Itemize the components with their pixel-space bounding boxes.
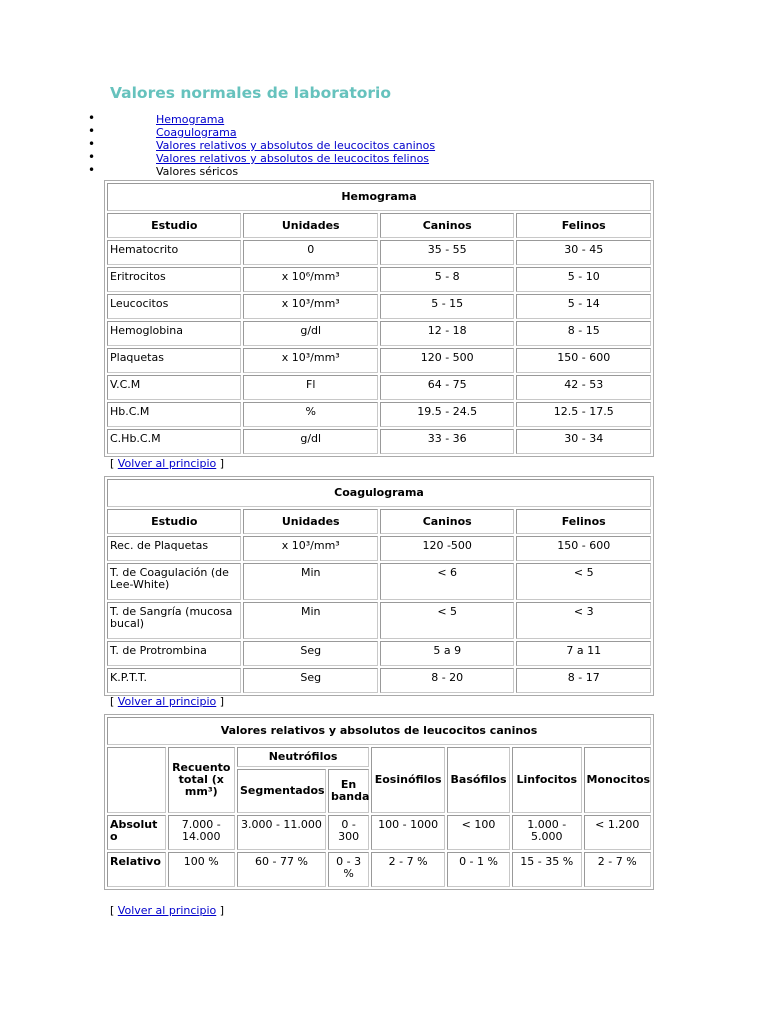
cell: 8 - 17 bbox=[516, 668, 651, 693]
table-row bbox=[107, 602, 651, 639]
cell: Fl bbox=[243, 375, 377, 400]
row-header: Absoluto bbox=[107, 815, 166, 850]
cell: 0 bbox=[243, 240, 377, 265]
cell: Eritrocitos bbox=[107, 267, 241, 292]
cell: T. de Sangría (mucosa bucal) bbox=[107, 602, 241, 639]
cell: 2 - 7 % bbox=[371, 852, 445, 887]
cell: Seg bbox=[243, 668, 377, 693]
column-header: Felinos bbox=[516, 213, 651, 238]
cell: x 10⁶/mm³ bbox=[243, 267, 377, 292]
toc-link-coagulograma[interactable]: Coagulograma bbox=[156, 126, 237, 139]
bullet-icon: • bbox=[88, 111, 96, 125]
cell: T. de Protrombina bbox=[107, 641, 241, 666]
cell: C.Hb.C.M bbox=[107, 429, 241, 454]
back-to-top-link[interactable]: Volver al principio bbox=[117, 904, 217, 917]
table-row bbox=[107, 375, 651, 400]
cell: 150 - 600 bbox=[516, 536, 651, 561]
cell: Hb.C.M bbox=[107, 402, 241, 427]
bracket-open: [ bbox=[110, 457, 118, 470]
bracket-close: ] bbox=[216, 904, 225, 917]
cell: 15 - 35 % bbox=[512, 852, 581, 887]
table-row bbox=[107, 815, 651, 850]
bracket-open: [ bbox=[110, 695, 118, 708]
cell: Seg bbox=[243, 641, 377, 666]
column-header: En banda bbox=[328, 769, 369, 813]
cell: 0 - 1 % bbox=[447, 852, 510, 887]
cell: Plaquetas bbox=[107, 348, 241, 373]
bracket-close: ] bbox=[216, 695, 225, 708]
cell: 5 - 15 bbox=[380, 294, 514, 319]
cell: Hemoglobina bbox=[107, 321, 241, 346]
cell: 30 - 45 bbox=[516, 240, 651, 265]
cell: K.P.T.T. bbox=[107, 668, 241, 693]
table-row bbox=[107, 294, 651, 319]
table-row bbox=[107, 563, 651, 600]
table-row bbox=[107, 641, 651, 666]
cell: 3.000 - 11.000 bbox=[237, 815, 326, 850]
column-header: Estudio bbox=[107, 213, 241, 238]
cell: 60 - 77 % bbox=[237, 852, 326, 887]
cell: 120 - 500 bbox=[380, 348, 514, 373]
column-header: Basófilos bbox=[447, 747, 510, 813]
cell: Leucocitos bbox=[107, 294, 241, 319]
back-to-top bbox=[110, 904, 224, 917]
table-row bbox=[107, 668, 651, 693]
table-row bbox=[107, 852, 651, 887]
cell: < 5 bbox=[380, 602, 514, 639]
toc-link-leucocitos-felinos[interactable]: Valores relativos y absolutos de leucocitos felinos bbox=[156, 152, 430, 165]
bracket-open: [ bbox=[110, 904, 118, 917]
toc-link-leucocitos-caninos[interactable]: Valores relativos y absolutos de leucocitos caninos bbox=[156, 139, 436, 152]
table-row bbox=[107, 267, 651, 292]
cell: < 1.200 bbox=[584, 815, 652, 850]
cell: Hematocrito bbox=[107, 240, 241, 265]
cell: 7 a 11 bbox=[516, 641, 651, 666]
bullet-icon: • bbox=[88, 163, 96, 177]
cell: g/dl bbox=[243, 429, 377, 454]
cell: 42 - 53 bbox=[516, 375, 651, 400]
hemograma-table bbox=[104, 180, 654, 457]
cell: 5 a 9 bbox=[380, 641, 514, 666]
back-to-top bbox=[110, 457, 224, 470]
back-to-top-link[interactable]: Volver al principio bbox=[117, 457, 217, 470]
cell: 100 - 1000 bbox=[371, 815, 445, 850]
cell: 64 - 75 bbox=[380, 375, 514, 400]
back-to-top-link[interactable]: Volver al principio bbox=[117, 695, 217, 708]
table-caption: Valores relativos y absolutos de leucocitos caninos bbox=[107, 717, 651, 745]
cell: 2 - 7 % bbox=[584, 852, 652, 887]
bullet-icon: • bbox=[88, 150, 96, 164]
cell: < 100 bbox=[447, 815, 510, 850]
column-header: Linfocitos bbox=[512, 747, 581, 813]
table-row bbox=[107, 402, 651, 427]
column-header: Eosinófilos bbox=[371, 747, 445, 813]
cell: 19.5 - 24.5 bbox=[380, 402, 514, 427]
column-header: Caninos bbox=[380, 509, 514, 534]
cell: 7.000 - 14.000 bbox=[168, 815, 235, 850]
column-header: Neutrófilos bbox=[237, 747, 369, 767]
bullet-icon: • bbox=[88, 124, 96, 138]
column-header: Unidades bbox=[243, 509, 377, 534]
cell: 12 - 18 bbox=[380, 321, 514, 346]
column-header: Recuento total (x mm³) bbox=[168, 747, 235, 813]
column-header: Estudio bbox=[107, 509, 241, 534]
cell: 5 - 14 bbox=[516, 294, 651, 319]
cell: Min bbox=[243, 563, 377, 600]
cell: 30 - 34 bbox=[516, 429, 651, 454]
cell: 8 - 20 bbox=[380, 668, 514, 693]
cell: Min bbox=[243, 602, 377, 639]
cell: % bbox=[243, 402, 377, 427]
cell: Rec. de Plaquetas bbox=[107, 536, 241, 561]
column-header: Unidades bbox=[243, 213, 377, 238]
table-caption: Coagulograma bbox=[107, 479, 651, 507]
cell: x 10³/mm³ bbox=[243, 294, 377, 319]
table-row bbox=[107, 429, 651, 454]
cell: 35 - 55 bbox=[380, 240, 514, 265]
coagulograma-table bbox=[104, 476, 654, 696]
cell: < 6 bbox=[380, 563, 514, 600]
table-row bbox=[107, 536, 651, 561]
toc-link-hemograma[interactable]: Hemograma bbox=[156, 113, 225, 126]
toc-text-valores-sericos: Valores séricos bbox=[156, 165, 239, 178]
table-row bbox=[107, 321, 651, 346]
cell: 8 - 15 bbox=[516, 321, 651, 346]
column-header: Segmentados bbox=[237, 769, 326, 813]
bracket-close: ] bbox=[216, 457, 225, 470]
cell: 150 - 600 bbox=[516, 348, 651, 373]
cell: 100 % bbox=[168, 852, 235, 887]
column-header: Caninos bbox=[380, 213, 514, 238]
cell: g/dl bbox=[243, 321, 377, 346]
cell: 120 -500 bbox=[380, 536, 514, 561]
cell: 12.5 - 17.5 bbox=[516, 402, 651, 427]
leucocitos-caninos-table bbox=[104, 714, 654, 890]
cell: < 3 bbox=[516, 602, 651, 639]
cell: 5 - 8 bbox=[380, 267, 514, 292]
cell: x 10³/mm³ bbox=[243, 536, 377, 561]
page-title: Valores normales de laboratorio bbox=[110, 84, 392, 102]
column-header: Felinos bbox=[516, 509, 651, 534]
cell: < 5 bbox=[516, 563, 651, 600]
cell: x 10³/mm³ bbox=[243, 348, 377, 373]
row-header: Relativo bbox=[107, 852, 166, 887]
column-header-empty bbox=[107, 747, 166, 813]
table-row bbox=[107, 240, 651, 265]
column-header: Monocitos bbox=[584, 747, 652, 813]
cell: 1.000 - 5.000 bbox=[512, 815, 581, 850]
cell: 0 - 3 % bbox=[328, 852, 369, 887]
bullet-icon: • bbox=[88, 137, 96, 151]
cell: V.C.M bbox=[107, 375, 241, 400]
table-caption: Hemograma bbox=[107, 183, 651, 211]
cell: 5 - 10 bbox=[516, 267, 651, 292]
cell: T. de Coagulación (de Lee-White) bbox=[107, 563, 241, 600]
table-row bbox=[107, 348, 651, 373]
cell: 33 - 36 bbox=[380, 429, 514, 454]
back-to-top bbox=[110, 695, 224, 708]
cell: 0 - 300 bbox=[328, 815, 369, 850]
